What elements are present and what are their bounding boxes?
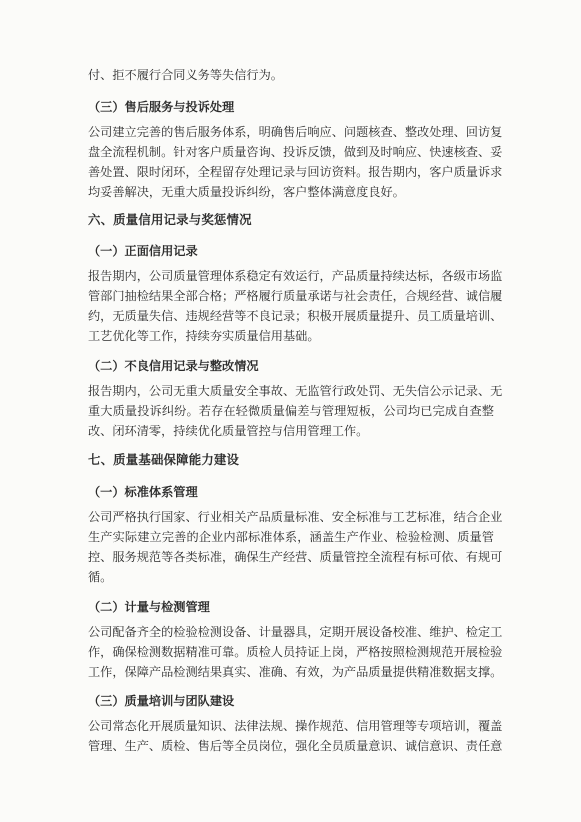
paragraph-line: 均妥善解决，无重大质量投诉纠纷，客户整体满意度良好。 <box>88 185 405 199</box>
paragraph-line: 生产实际建立完善的企业内部标准体系，涵盖生产作业、检验检测、质量管 <box>88 530 494 544</box>
paragraph-line: 改、闭环清零，持续优化质量管控与信用管理工作。 <box>88 424 369 438</box>
paragraph-line: 公司配备齐全的检验检测设备、计量器具，定期开展设备校准、维护、检定工 <box>88 625 503 639</box>
paragraph-line: 管理、生产、质检、售后等全员岗位，强化全员质量意识、诚信意识、责任意 <box>88 739 503 753</box>
paragraph-line: 循。 <box>88 570 113 584</box>
paragraph-line: 约，无质量失信、违规经营等不良记录；积极开展质量提升、员工质量培训、 <box>88 309 503 323</box>
subsection-heading-training: （三）质量培训与团队建设 <box>88 694 235 708</box>
subsection-heading-standards: （一）标准体系管理 <box>88 485 198 499</box>
paragraph-line: 公司常态化开展质量知识、法律法规、操作规范、信用管理等专项培训，覆盖 <box>88 719 503 733</box>
paragraph-line: 作，确保检测数据精准可靠。质检人员持证上岗，严格按照检测规范开展检验 <box>88 645 503 659</box>
paragraph-line: 公司严格执行国家、行业相关产品质量标准、安全标准与工艺标准，结合企业 <box>88 510 503 524</box>
paragraph-line: 工艺优化等工作，持续夯实质量信用基础。 <box>88 329 320 343</box>
paragraph-line: 报告期内，公司质量管理体系稳定有效运行，产品质量持续达标，各级市场监 <box>88 269 503 283</box>
subsection-heading-negative-credit: （二）不良信用记录与整改情况 <box>88 359 259 373</box>
paragraph-line: 工作，保障产品检测结果真实、准确、有效，为产品质量提供精准数据支撑。 <box>88 665 503 679</box>
paragraph-line: 管部门抽检结果全部合格；严格履行质量承诺与社会责任，合规经营、诚信履 <box>88 289 503 303</box>
section-heading-six: 六、质量信用记录与奖惩情况 <box>88 212 252 227</box>
section-heading-seven: 七、质量基础保障能力建设 <box>88 452 240 467</box>
paragraph-line: 善处置、限时闭环，全程留存处理记录与回访资料。报告期内，客户质量诉求 <box>88 165 503 179</box>
paragraph-line: 盘全流程机制。针对客户质量咨询、投诉反馈，做到及时响应、快速核查、妥 <box>88 145 503 159</box>
subsection-heading-positive-credit: （一）正面信用记录 <box>88 244 198 258</box>
paragraph-line: 公司建立完善的售后服务体系，明确售后响应、问题核查、整改处理、回访复 <box>88 125 503 139</box>
continuation-text: 付、拒不履行合同义务等失信行为。 <box>88 68 283 82</box>
paragraph-line: 报告期内，公司无重大质量安全事故、无监管行政处罚、无失信公示记录、无 <box>88 384 503 398</box>
subsection-heading-after-sales: （三）售后服务与投诉处理 <box>88 100 235 114</box>
subsection-heading-metrology: （二）计量与检测管理 <box>88 600 210 614</box>
paragraph-line: 控、服务规范等各类标准，确保生产经营、质量管控全流程有标可依、有规可 <box>88 550 503 564</box>
paragraph-line: 重大质量投诉纠纷。若存在轻微质量偏差与管理短板，公司均已完成自查整 <box>88 404 494 418</box>
